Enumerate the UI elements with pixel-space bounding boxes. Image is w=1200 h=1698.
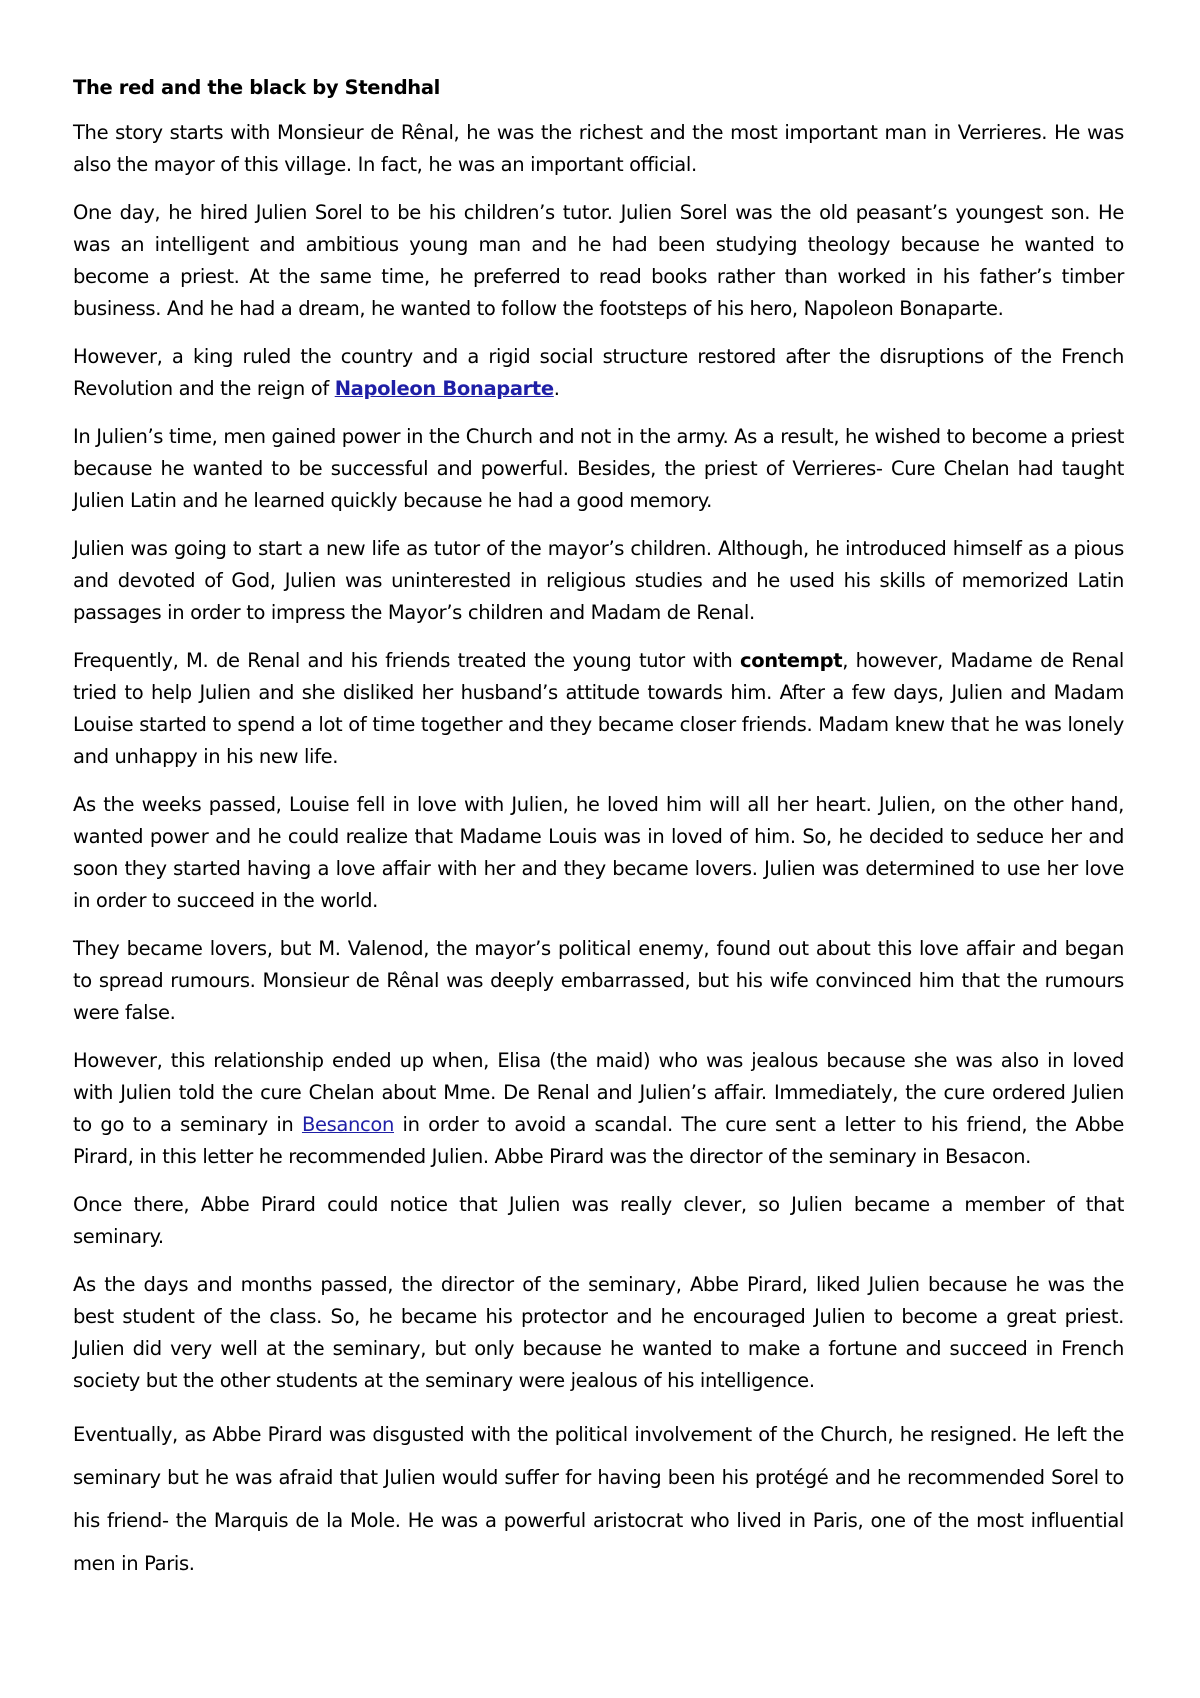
paragraph-6-text: Frequently, M. de Renal and his friends treated the young tutor with bbox=[73, 649, 741, 672]
paragraph-5: Julien was going to start a new life as tutor of the mayor’s children. Although, he introduced himself as a pious and devoted of God, Julien was uninterested in religious studies and he used his skills of memorized Latin passages in order to impress the Mayor’s children and Madam de Renal. bbox=[73, 537, 1124, 624]
paragraph-9 bbox=[73, 1045, 1124, 1173]
contempt-emphasis: contempt bbox=[740, 649, 843, 672]
paragraph-9-end: in order to avoid a scandal. The cure sent a letter to his friend, the Abbe Pirard, in this letter he recommended Julien. Abbe Pirard was the director of the seminary in Besacon. bbox=[73, 1113, 1125, 1168]
paragraph-8: They became lovers, but M. Valenod, the mayor’s political enemy, found out about this love affair and began to spread rumours. Monsieur de Rênal was deeply embarrassed, but his wife convinced him that the rumours were false. bbox=[73, 937, 1124, 1024]
paragraph-6 bbox=[73, 645, 1124, 773]
paragraph-9-text: However, this relationship ended up when, Elisa (the maid) who was jealous because she was also in loved with Julien told the cure Chelan about Mme. De Renal and Julien’s affair. Immediately, the cure ordered Julien to go to a seminary in bbox=[73, 1049, 1124, 1136]
paragraph-10: Once there, Abbe Pirard could notice that Julien was really clever, so Julien became a member of that seminary. bbox=[73, 1193, 1124, 1248]
paragraph-7: As the weeks passed, Louise fell in love with Julien, he loved him will all her heart. Julien, on the other hand, wanted power and he could realize that Madame Louis was in loved of him. So, he decided to seduce her and soon they started having a love affair with her and they became lovers. Julien was determined to use her love in order to succeed in the world. bbox=[73, 793, 1124, 912]
document-title: The red and the black by Stendhal bbox=[73, 76, 440, 99]
paragraph-3-end: . bbox=[553, 377, 560, 400]
paragraph-3 bbox=[73, 341, 1124, 405]
paragraph-6-end: , however, Madame de Renal tried to help Julien and she disliked her husband’s attitude towards him. After a few days, Julien and Madam Louise started to spend a lot of time together and they became closer friends. Madam knew that he was lonely and unhappy in his new life. bbox=[73, 649, 1124, 768]
paragraph-11: As the days and months passed, the director of the seminary, Abbe Pirard, liked Julien because he was the best student of the class. So, he became his protector and he encouraged Julien to become a great priest. Julien did very well at the seminary, but only because he wanted to make a fortune and succeed in French society but the other students at the seminary were jealous of his intelligence. bbox=[73, 1273, 1124, 1392]
paragraph-2: One day, he hired Julien Sorel to be his children’s tutor. Julien Sorel was the old peasant’s youngest son. He was an intelligent and ambitious young man and he had been studying theology because he wanted to become a priest. At the same time, he preferred to read books rather than worked in his father’s timber business. And he had a dream, he wanted to follow the footsteps of his hero, Napoleon Bonaparte. bbox=[73, 201, 1124, 320]
napoleon-bonaparte-link[interactable]: Napoleon Bonaparte bbox=[334, 377, 554, 400]
paragraph-12: Eventually, as Abbe Pirard was disgusted with the political involvement of the Church, he resigned. He left the seminary but he was afraid that Julien would suffer for having been his protégé and he recommended Sorel to his friend- the Marquis de la Mole. He was a powerful aristocrat who lived in Paris, one of the most influential men in Paris. bbox=[73, 1423, 1124, 1575]
paragraph-3-text: However, a king ruled the country and a rigid social structure restored after the disruptions of the French Revolution and the reign of bbox=[73, 345, 1124, 400]
besancon-link[interactable]: Besancon bbox=[301, 1113, 395, 1136]
paragraph-4: In Julien’s time, men gained power in the Church and not in the army. As a result, he wished to become a priest because he wanted to be successful and powerful. Besides, the priest of Verrieres- Cure Chelan had taught Julien Latin and he learned quickly because he had a good memory. bbox=[73, 425, 1124, 512]
paragraph-1: The story starts with Monsieur de Rênal, he was the richest and the most important man in Verrieres. He was also the mayor of this village. In fact, he was an important official. bbox=[73, 121, 1124, 176]
